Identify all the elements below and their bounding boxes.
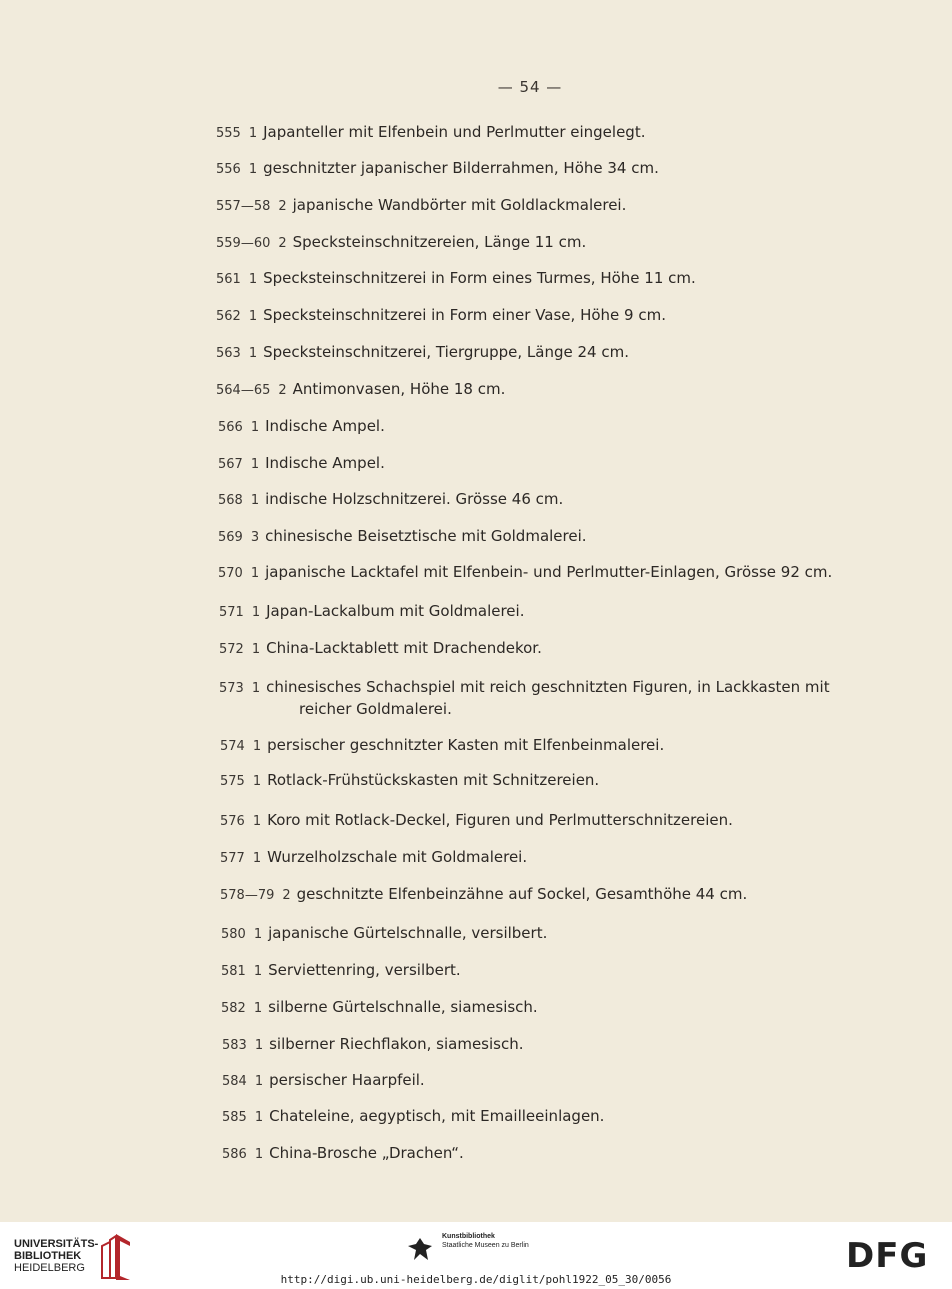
entry-description: Wurzelholzschale mit Goldmalerei. <box>267 848 528 866</box>
entry-quantity: 1 <box>254 1110 264 1125</box>
entry-description: japanische Lacktafel mit Elfenbein- und Perlmutter-Einlagen, Grösse 92 cm. <box>265 563 833 581</box>
kunstbibliothek-title: Kunstbibliothek <box>442 1233 495 1240</box>
entry-description: indische Holzschnitzerei. Grösse 46 cm. <box>265 490 564 508</box>
catalog-entry <box>221 960 461 982</box>
entry-description: japanische Gürtelschnalle, versilbert. <box>268 924 548 942</box>
catalog-entry <box>221 923 547 945</box>
catalog-entry <box>220 770 599 792</box>
entry-quantity: 1 <box>251 642 261 657</box>
catalog-entry <box>218 416 385 438</box>
entry-description: Japan-Lackalbum mit Goldmalerei. <box>266 602 525 620</box>
entry-quantity: 1 <box>252 739 262 754</box>
entry-quantity: 2 <box>278 383 287 398</box>
entry-description: Indische Ampel. <box>265 454 385 472</box>
catalog-entry <box>220 884 747 906</box>
entry-description: geschnitzte Elfenbeinzähne auf Sockel, Gesamthöhe 44 cm. <box>296 885 748 903</box>
entry-quantity: 1 <box>248 162 258 177</box>
entry-description: Serviettenring, versilbert. <box>268 961 461 979</box>
ub-logo-line1: UNIVERSITÄTS- <box>14 1238 99 1250</box>
page-number: — 54 — <box>497 78 563 96</box>
entry-quantity: 1 <box>252 851 262 866</box>
catalog-entry <box>221 997 538 1019</box>
entry-description: silberne Gürtelschnalle, siamesisch. <box>268 998 538 1016</box>
entry-description: Specksteinschnitzerei in Form eines Turmes, Höhe 11 cm. <box>263 269 696 287</box>
entry-number: 585 <box>222 1110 247 1125</box>
entry-quantity: 3 <box>250 530 260 545</box>
entry-number: 581 <box>221 964 246 979</box>
catalog-entry <box>220 735 664 757</box>
catalog-entry <box>218 562 832 584</box>
catalog-entry <box>216 342 629 364</box>
ub-logo-line2: BIBLIOTHEK <box>14 1250 82 1262</box>
entry-number: 561 <box>216 272 241 287</box>
entry-number: 578—79 <box>220 888 275 903</box>
entry-quantity: 2 <box>278 199 287 214</box>
catalog-entry <box>219 638 542 660</box>
catalog-entry <box>220 847 527 869</box>
kunstbibliothek-subtitle: Staatliche Museen zu Berlin <box>442 1242 529 1249</box>
catalog-entry <box>222 1070 425 1092</box>
kunstbibliothek-logo[interactable] <box>406 1232 556 1262</box>
catalog-entry <box>222 1034 524 1056</box>
catalog-entry <box>218 489 563 511</box>
entry-quantity: 2 <box>282 888 291 903</box>
entry-description-continued: reicher Goldmalerei. <box>299 700 452 718</box>
entry-quantity: 1 <box>248 309 258 324</box>
catalog-entry <box>220 810 733 832</box>
entry-number: 559—60 <box>216 236 271 251</box>
dfg-logo[interactable]: DFG <box>846 1236 929 1276</box>
catalog-entry <box>216 379 505 401</box>
entry-quantity: 1 <box>248 272 258 287</box>
entry-description: persischer Haarpfeil. <box>269 1071 425 1089</box>
entry-number: 584 <box>222 1074 247 1089</box>
catalog-entry <box>218 453 385 475</box>
entry-number: 562 <box>216 309 241 324</box>
entry-description: persischer geschnitzter Kasten mit Elfenbeinmalerei. <box>267 736 665 754</box>
entry-number: 555 <box>216 126 241 141</box>
entry-description: chinesische Beisetztische mit Goldmalerei. <box>265 527 587 545</box>
entry-description: Rotlack-Frühstückskasten mit Schnitzereien. <box>267 771 600 789</box>
entry-number: 563 <box>216 346 241 361</box>
entry-quantity: 1 <box>253 1001 263 1016</box>
entry-number: 570 <box>218 566 243 581</box>
catalog-entry <box>222 1143 464 1165</box>
entry-quantity: 2 <box>278 236 287 251</box>
entry-number: 575 <box>220 774 245 789</box>
entry-description: China-Brosche „Drachen“. <box>269 1144 464 1162</box>
catalog-entry <box>216 305 666 327</box>
entry-number: 556 <box>216 162 241 177</box>
entry-number: 557—58 <box>216 199 271 214</box>
entry-description: China-Lacktablett mit Drachendekor. <box>266 639 542 657</box>
entry-quantity: 1 <box>250 493 260 508</box>
entry-number: 573 <box>219 681 244 696</box>
kunstbibliothek-eagle-icon <box>406 1234 436 1262</box>
entry-quantity: 1 <box>248 126 258 141</box>
entry-number: 567 <box>218 457 243 472</box>
ub-heidelberg-logo[interactable] <box>14 1238 98 1274</box>
entry-number: 576 <box>220 814 245 829</box>
permalink-url[interactable]: http://digi.ub.uni-heidelberg.de/diglit/pohl1922_05_30/0056 <box>280 1273 672 1286</box>
entry-description: Japanteller mit Elfenbein und Perlmutter eingelegt. <box>263 123 646 141</box>
ub-logo-line3: HEIDELBERG <box>14 1262 85 1274</box>
entry-description: Koro mit Rotlack-Deckel, Figuren und Perlmutterschnitzereien. <box>267 811 733 829</box>
entry-number: 564—65 <box>216 383 271 398</box>
entry-description: Specksteinschnitzerei, Tiergruppe, Länge 24 cm. <box>263 343 629 361</box>
catalog-entry <box>216 232 586 254</box>
catalog-entry <box>216 195 626 217</box>
entry-description: Specksteinschnitzerei in Form einer Vase, Höhe 9 cm. <box>263 306 666 324</box>
entry-quantity: 1 <box>253 964 263 979</box>
entry-quantity: 1 <box>254 1074 264 1089</box>
entry-quantity: 1 <box>250 566 260 581</box>
entry-number: 571 <box>219 605 244 620</box>
entry-description: Chateleine, aegyptisch, mit Emailleeinlagen. <box>269 1107 605 1125</box>
entry-quantity: 1 <box>254 1147 264 1162</box>
catalog-entry <box>216 158 659 180</box>
entry-number: 568 <box>218 493 243 508</box>
catalog-entry <box>216 268 696 290</box>
entry-number: 566 <box>218 420 243 435</box>
entry-quantity: 1 <box>251 681 261 696</box>
entry-quantity: 1 <box>253 927 263 942</box>
entry-number: 580 <box>221 927 246 942</box>
entry-number: 586 <box>222 1147 247 1162</box>
catalog-entry <box>216 122 645 144</box>
entry-quantity: 1 <box>252 814 262 829</box>
entry-description: Antimonvasen, Höhe 18 cm. <box>292 380 506 398</box>
entry-number: 572 <box>219 642 244 657</box>
entry-description: Indische Ampel. <box>265 417 385 435</box>
entry-description: geschnitzter japanischer Bilderrahmen, Höhe 34 cm. <box>263 159 659 177</box>
entry-quantity: 1 <box>248 346 258 361</box>
entry-quantity: 1 <box>250 420 260 435</box>
entry-number: 582 <box>221 1001 246 1016</box>
catalog-entry <box>222 1106 604 1128</box>
entry-number: 574 <box>220 739 245 754</box>
entry-quantity: 1 <box>254 1038 264 1053</box>
entry-description: silberner Riechflakon, siamesisch. <box>269 1035 524 1053</box>
entry-description: japanische Wandbörter mit Goldlackmalerei. <box>292 196 627 214</box>
entry-quantity: 1 <box>252 774 262 789</box>
entry-quantity: 1 <box>250 457 260 472</box>
entry-description: Specksteinschnitzereien, Länge 11 cm. <box>292 233 587 251</box>
catalog-entry <box>218 526 587 548</box>
footer-bar <box>0 1222 952 1289</box>
entry-number: 577 <box>220 851 245 866</box>
catalog-entry <box>219 677 830 719</box>
entry-number: 583 <box>222 1038 247 1053</box>
entry-quantity: 1 <box>251 605 261 620</box>
entry-number: 569 <box>218 530 243 545</box>
entry-description: chinesisches Schachspiel mit reich geschnitzten Figuren, in Lackkasten mit <box>266 678 830 696</box>
catalog-entry <box>219 601 524 623</box>
